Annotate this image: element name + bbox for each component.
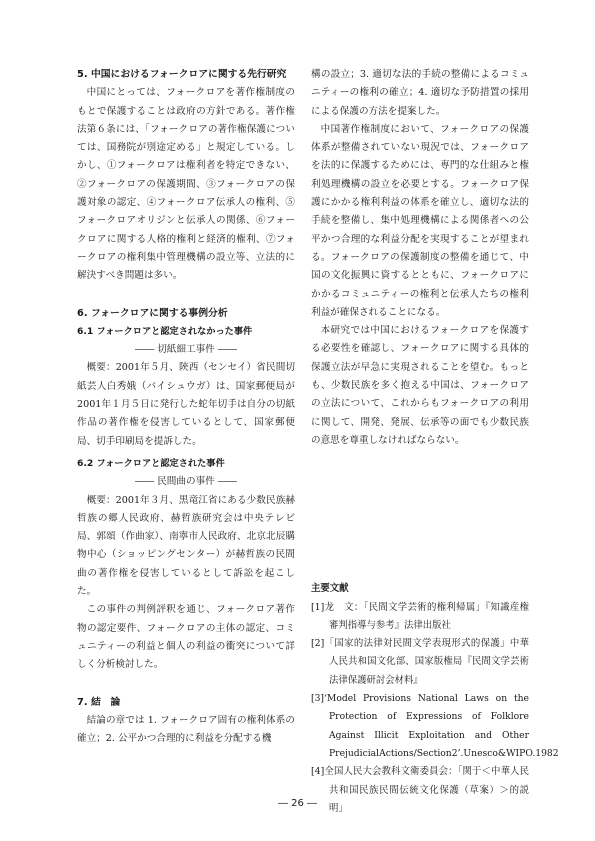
section6-2-heading: 6.2 フォークロアと認定された事件: [77, 457, 225, 469]
references-title: 主要文献: [311, 583, 349, 595]
conclusion-continued-paragraph: 構の設立；3. 適切な法的手続の整備によるコミュニティーの権利の確立；4. 適切な予防措置の採用による保護の方法を提案した。: [311, 69, 529, 117]
section6-2-case-title: ―― 民間曲の事件 ――: [134, 476, 238, 488]
conclusion-paragraph-2: 中国著作権制度において、フォークロアの保護体系が整備されていない現況では、フォークロアを法的に保護するためには、専門的な仕組みと権利処理機構の設立を必要とする。フォークロア保護にかかる権利利益の体系を確立し、適切な法的手続を整備し、集中処理機構による関係者への公平かつ合理的な利益分配を実現することが望まれる。フォークロアの保護制度の整備を通じて、中国の文化振興に資するとともに、フォークロアにかかるコミュニティーの権利と伝承人たちの権利利益が確保されることになる。: [311, 123, 529, 318]
section6-heading: 6. フォークロアに関する事例分析: [77, 307, 228, 319]
section7-paragraph: 結論の章では 1. フォークロア固有の権利体系の確立；2. 公平かつ合理的に利益を分配する機: [77, 714, 295, 745]
page-number: ― 26 ―: [277, 798, 318, 809]
section6-1-paragraph: 概要：2001年５月、陝西（センセイ）省民間切紙芸人白秀娥（バイシュウガ）は、国家郵便局が2001年１月５日に発行した蛇年切手は自分の切紙作品の著作権を侵害しているとして、国家郵便局、切手印刷局を提訴した。: [77, 362, 295, 447]
section6-2-paragraph-2: この事件の判例評釈を通じ、フォークロア著作物の認定要件、フォークロアの主体の認定、コミュニティーの利益と個人の利益の衝突について詳しく分析検討した。: [77, 604, 295, 671]
reference-item-3: [3]‘Model Provisions National Laws on the Protection of Expressions of Folklore Against Illicit Exploitation and Other PrejudicialActions/Section2’.Unesco&WIPO.1982: [311, 693, 559, 759]
reference-item-4: [4]全国人民大会教科文衛委員会：「関于＜中華人民共和国民族民間伝統文化保護（草案）＞的説明」: [311, 766, 529, 814]
section6-1-case-title: ―― 切紙細工事件 ――: [134, 344, 238, 356]
right-column: [311, 66, 559, 818]
reference-item-1: [1]龙 文：「民間文学芸術的権利帰属」『知識産権審判指導与参考』法律出版社: [311, 601, 529, 631]
section6-1-heading: 6.1 フォークロアと認定されなかった事件: [77, 325, 253, 337]
section6-2-paragraph-1: 概要：2001年３月、黒竜江省にある少数民族赫哲族の郷人民政府、赫哲族研究会は中央テレビ局、郭頌（作曲家）、南寧市人民政府、北京北辰購物中心（ショッピングセンター）が赫哲族の民間曲の著作権を侵害しているとして訴訟を起こした。: [77, 494, 295, 598]
left-column: [77, 66, 295, 748]
section5-heading: 5. 中国におけるフォークロアに関する先行研究: [77, 69, 287, 80]
section5-paragraph: 中国にとっては、フォークロアを著作権制度のもとで保護することは政府の方針である。著作権法第６条には、「フォークロアの著作権保護については、国務院が別途定める」と規定している。しかし、①フォークロアは権利者を特定できない、②フォークロアの保護期間、③フォークロアの保護対象の認定、④フォークロア伝承人の権利、⑤フォークロアオリジンと伝承人の関係、⑥フォークロアに関する人格的権利と経済的権利、⑦フォークロアの権利集中管理機構の設立等、立法的に解決すべき問題は多い。: [77, 87, 295, 282]
reference-item-2: [2]「国家的法律対民間文学表現形式的保護」中華人民共和国文化部、国家版権局『民間文学芸術法律保護研討会材料』: [311, 638, 529, 686]
conclusion-paragraph-3: 本研究では中国におけるフォークロアを保護する必要性を確認し、フォークロアに関する具体的保護立法が早急に実現されることを望む。もっとも、少数民族を多く抱える中国は、フォークロアの立法について、これからもフォークロアの利用に関して、開発、発展、伝承等の面でも少数民族の意思を尊重しなければならない。: [311, 325, 529, 446]
section7-heading: 7. 結 論: [77, 696, 121, 708]
